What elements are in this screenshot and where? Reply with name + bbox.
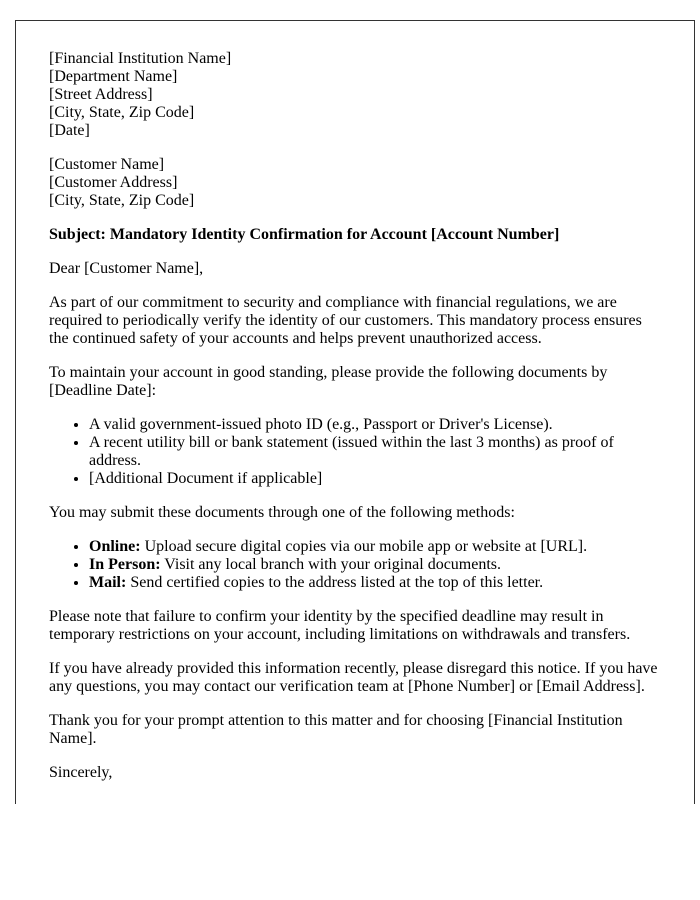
letter-page [15,20,695,804]
method-label: Mail: [89,574,127,591]
list-item [89,556,661,574]
recipient-line: [City, State, Zip Code] [49,192,195,209]
list-item [89,538,661,556]
greeting: Dear [Customer Name], [49,260,204,277]
methods-list [49,538,661,592]
sender-line: [Financial Institution Name] [49,50,232,67]
recipient-line: [Customer Name] [49,156,165,173]
methods-intro: You may submit these documents through one of the following methods: [49,504,515,521]
thanks-paragraph: Thank you for your prompt attention to this matter and for choosing [Financial Institution Name]. [49,712,623,747]
intro-paragraph: As part of our commitment to security and compliance with financial regulations, we are required to periodically verify the identity of our customers. This mandatory process ensures the continued safety of your accounts and helps prevent unauthorized access. [49,294,642,347]
warning-paragraph: Please note that failure to confirm your identity by the specified deadline may result in temporary restrictions on your account, including limitations on withdrawals and transfers. [49,608,631,643]
list-item: • [Additional Document if applicable] [89,470,661,488]
contact-paragraph: If you have already provided this information recently, please disregard this notice. If you have any questions, you may contact our verification team at [Phone Number] or [Email Address]. [49,660,658,695]
sender-line: [Department Name] [49,68,178,85]
recipient-block [49,156,661,210]
sender-line: [Date] [49,122,90,139]
sender-block [49,50,661,140]
method-label: Online: [89,538,141,555]
method-label: In Person: [89,556,161,573]
documents-list [49,416,661,488]
method-text: Send certified copies to the address listed at the top of this letter. [126,574,544,591]
method-text: Visit any local branch with your original documents. [160,556,502,573]
sender-line: [Street Address] [49,86,153,103]
list-item: • A valid government-issued photo ID (e.g., Passport or Driver's License). [89,416,661,434]
list-item [89,574,661,592]
closing: Sincerely, [49,764,113,781]
sender-line: [City, State, Zip Code] [49,104,195,121]
subject-line: Subject: Mandatory Identity Confirmation for Account [Account Number] [49,226,560,243]
recipient-line: [Customer Address] [49,174,178,191]
list-item: • A recent utility bill or bank statement (issued within the last 3 months) as proof of address. [89,434,661,470]
documents-intro: To maintain your account in good standing, please provide the following documents by [Deadline Date]: [49,364,608,399]
method-text: Upload secure digital copies via our mobile app or website at [URL]. [140,538,588,555]
